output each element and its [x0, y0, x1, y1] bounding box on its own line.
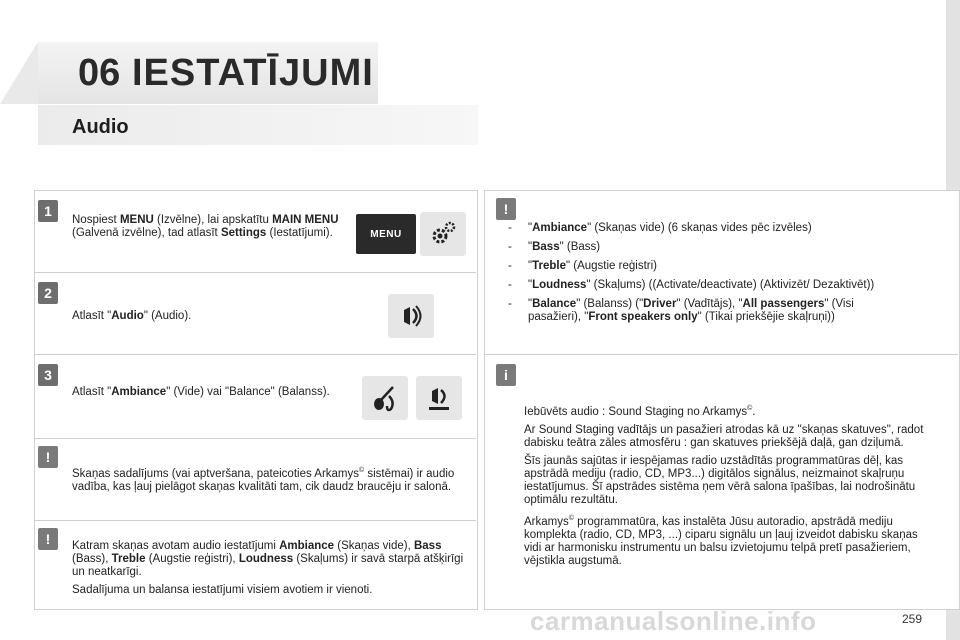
text-run: Treble — [111, 553, 146, 565]
list-item — [506, 260, 906, 273]
paragraph — [524, 424, 924, 450]
text-run: (Skaļums) ir savā starpā atšķirīgi un neatkarīgi. — [72, 553, 464, 578]
text-run: Atlasīt " — [72, 310, 112, 322]
step-badge: 1 — [38, 200, 58, 222]
warning-icon: ! — [38, 528, 58, 550]
text-run: " (Audio). — [143, 310, 192, 322]
text-run: " (Bass) — [559, 241, 601, 253]
divider — [34, 438, 476, 439]
text-run: Arkamys — [524, 515, 569, 528]
chapter-title: IESTATĪJUMI — [132, 52, 374, 94]
warning-icon: ! — [38, 446, 58, 468]
text-run: (Iestatījumi). — [266, 227, 333, 239]
paragraph — [72, 464, 464, 494]
audio-speaker-icon — [388, 294, 434, 338]
divider — [34, 272, 476, 273]
gears-icon — [420, 212, 466, 256]
warning-icon: ! — [496, 198, 516, 220]
info-text — [524, 402, 924, 573]
balance-icon — [416, 376, 462, 420]
text-run: " — [528, 222, 533, 234]
chapter-number: 06 — [78, 52, 121, 94]
text-run: Katram skaņas avotam audio iestatījumi — [72, 540, 280, 552]
warning-text — [72, 464, 464, 499]
text-run: Audio — [111, 310, 144, 322]
text-run: " (Augstie reģistri) — [565, 260, 657, 272]
text-run: (Skaņas vide), — [334, 540, 414, 552]
text-run: Ar Sound Staging vadītājs un pasažieri atrodas kā uz "skaņas skatuves", radot dabisku teātra zāles atmosfēru : gan skatuves priekšējā daļā, gan dziļumā. — [524, 423, 924, 449]
text-run: programmatūra, kas instalēta Jūsu autoradio, apstrādā mediju komplekta (radio, CD, MP3, ...) ciparu signālu un ļauj izveidot dabisku skaņas vidi ar harmonisku instrumentu un balsu izvietojumu telpā pretī pasažieriem, vējstikla augstumā. — [524, 515, 918, 567]
step-3-text — [72, 386, 342, 399]
paragraph — [524, 512, 924, 568]
text-run: Bass — [532, 241, 560, 253]
text-run: © — [568, 514, 574, 522]
text-run: " — [528, 279, 533, 291]
warning-text — [72, 540, 464, 602]
paragraph — [72, 584, 464, 597]
text-run: Iebūvēts audio : Sound Staging no Arkamys — [524, 405, 748, 418]
list-item — [506, 241, 906, 254]
text-run: © — [359, 467, 365, 474]
text-run: (Bass), — [72, 553, 112, 565]
step-badge: 3 — [38, 364, 58, 386]
list-item — [506, 279, 906, 292]
info-icon: i — [496, 364, 516, 386]
text-run: Ambiance — [532, 222, 588, 234]
text-run: Treble — [532, 260, 566, 272]
text-run: . — [752, 405, 756, 418]
text-run: " (Vadītājs), " — [676, 298, 743, 310]
divider — [34, 354, 476, 355]
step-1-text — [72, 214, 342, 240]
text-run: Driver — [643, 298, 677, 310]
text-run: MENU — [119, 214, 154, 226]
audio-settings-list — [506, 222, 906, 330]
list-item — [506, 298, 906, 324]
text-run: Skaņas sadalījums (vai aptveršana, pateicoties Arkamys — [72, 467, 359, 480]
text-run: Front speakers only — [588, 311, 698, 323]
text-run: Atlasīt " — [72, 386, 112, 398]
text-run: © — [747, 405, 753, 412]
text-run: Loudness — [238, 553, 294, 565]
text-run: Šīs jaunās sajūtas ir iespējamas radio uzstādītās programmatūras dēļ, kas apstrādā mediju (radio, CD, MP3...) digitālos signālus, neizmainot skaļruņu iestatījumus. Šī apstrādes sistēma ņem vērā salona īpašības, lai nodrošinātu optimālu rezultātu. — [524, 454, 916, 506]
text-run: Sadalījuma un balansa iestatījumi visiem avotiem ir vienoti. — [72, 584, 373, 596]
menu-button: MENU — [356, 214, 416, 254]
list-item — [506, 222, 906, 235]
text-run: Nospiest — [72, 214, 120, 226]
text-run: " (Skaņas vide) (6 skaņas vides pēc izvēles) — [587, 222, 812, 234]
section-title: Audio — [72, 116, 129, 138]
step-badge: 2 — [38, 282, 58, 304]
text-run: MAIN MENU — [272, 214, 339, 226]
text-run: " (Tikai priekšējie skaļruņi)) — [697, 311, 835, 323]
text-run: " (Visi pasažieri), " — [528, 298, 854, 323]
text-run: " — [528, 241, 533, 253]
divider — [484, 354, 958, 355]
text-run: " (Balanss) (" — [576, 298, 644, 310]
paragraph — [524, 455, 924, 507]
text-run: Ambiance — [279, 540, 335, 552]
text-run: (Galvenā izvēlne), tad atlasīt — [72, 227, 221, 239]
text-run: " (Skaļums) ((Activate/deactivate) (Aktivizēt/ Dezaktivēt)) — [586, 279, 875, 291]
page-number: 259 — [901, 612, 922, 626]
text-run: Settings — [220, 227, 267, 239]
text-run: sistēmai) ir audio vadība, kas ļauj pielāgot skaņas kvalitāti tam, cik daudz braucēju ir salonā. — [72, 467, 455, 493]
watermark: carmanualsonline.info — [530, 606, 817, 636]
step-2-text — [72, 310, 342, 323]
text-run: " — [528, 298, 533, 310]
text-run: (Izvēlne), lai apskatītu — [153, 214, 273, 226]
paragraph — [72, 540, 464, 579]
text-run: " — [528, 260, 533, 272]
ambiance-instruments-icon — [362, 376, 408, 420]
text-run: Ambiance — [111, 386, 167, 398]
text-run: (Augstie reģistri), — [145, 553, 239, 565]
paragraph — [524, 402, 924, 419]
text-run: Balance — [532, 298, 577, 310]
text-run: Loudness — [532, 279, 587, 291]
text-run: " (Vide) vai "Balance" (Balanss). — [166, 386, 330, 398]
text-run: All passengers — [742, 298, 825, 310]
text-run: Bass — [413, 540, 442, 552]
divider — [34, 520, 476, 521]
